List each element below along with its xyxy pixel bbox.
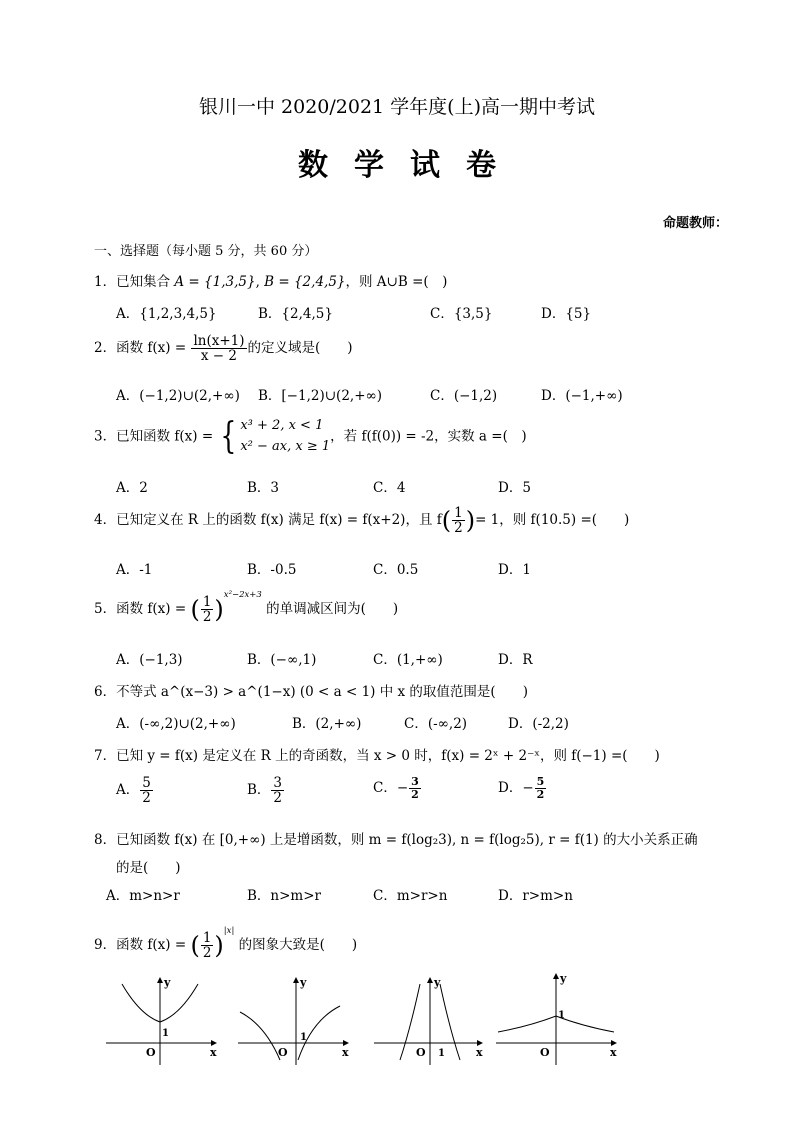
origin-label: O: [416, 1046, 426, 1059]
option-c: C．{3,5}: [430, 306, 493, 322]
option-d: D．(-2,2): [508, 716, 569, 732]
y-label: y: [560, 972, 567, 985]
one-label: 1: [558, 1010, 565, 1021]
question-text: 函数 f(x) =: [116, 937, 187, 953]
question-number: 3．: [94, 428, 117, 445]
origin-label: O: [278, 1046, 288, 1059]
question-6: [94, 680, 528, 700]
option-c: C．(-∞,2): [404, 716, 468, 732]
section-heading: 一、选择题（每小题 5 分，共 60 分）: [94, 244, 318, 259]
question-ask: ，则 A∪B =( ): [345, 274, 448, 290]
option-b: B．n>m>r: [247, 888, 321, 904]
y-label: y: [164, 976, 171, 989]
option-b: B．(2,+∞): [292, 716, 362, 732]
option-a: A．2: [116, 480, 148, 496]
question-ask: 的单调减区间为( ): [266, 601, 399, 617]
question-number: 1．: [94, 274, 117, 290]
x-label: x: [476, 1046, 483, 1059]
option-a: A．(−1,3): [116, 652, 183, 668]
question-number: 5．: [94, 601, 117, 617]
option-b: B．3: [247, 480, 280, 496]
question-ask: 的定义域是( ): [247, 340, 353, 357]
question-text: 已知集合: [116, 274, 171, 290]
question-ask: = 1，则 f(10.5) =( ): [475, 512, 630, 529]
question-text: 已知 y = f(x) 是定义在 R 上的奇函数，当 x > 0 时，f(x) = 2ˣ + 2⁻ˣ，则 f(−1) =( ): [116, 748, 660, 764]
graph-options: [100, 970, 760, 1070]
option-a: A．(−1,2)∪(2,+∞): [116, 388, 240, 404]
option-a: A．-1: [116, 562, 153, 578]
subject-title: 数学试卷: [298, 148, 522, 183]
set-a: A = {1,3,5}: [174, 274, 256, 290]
question-4: 4．已知定义在 R 上的函数 f(x) 满足 f(x) = f(x+2)，且 f( $\frac{1}{2}$ )= 1，则 f(10.5) =( ): [94, 505, 630, 537]
question-9: 9．函数 f(x) = ( $\frac{1}{2}$ )$^{|x|}$ 的图象大致是( ): [94, 926, 358, 961]
one-label: 1: [300, 1032, 307, 1043]
option-b: B．[−1,2)∪(2,+∞): [258, 388, 383, 404]
question-number: 2．: [94, 340, 117, 357]
option-b: B．(−∞,1): [247, 652, 317, 668]
exponent: |x|: [223, 926, 235, 936]
y-label: y: [300, 976, 307, 989]
exam-title: 银川一中 2020/2021 学年度(上)高一期中考试: [198, 96, 595, 118]
question-7: [94, 744, 660, 764]
graph-d: [496, 972, 617, 1065]
option-a: A．m>n>r: [106, 888, 180, 904]
x-label: x: [210, 1046, 217, 1059]
option-d: D．r>m>n: [498, 888, 573, 904]
option-c: C．4: [373, 480, 406, 496]
question-text: 已知定义在 R 上的函数 f(x) 满足 f(x) = f(x+2)，且 f: [116, 512, 442, 529]
question-8-line2: 的是( ): [116, 860, 181, 876]
question-3: [94, 416, 527, 458]
one-label: 1: [438, 1048, 445, 1059]
option-c: C．0.5: [373, 562, 419, 578]
option-d: D．{5}: [541, 306, 592, 322]
option-b: B．{2,4,5}: [258, 306, 333, 322]
author-label: 命题教师：: [662, 216, 728, 231]
option-d: D．R: [498, 652, 533, 668]
question-text: 函数 f(x) =: [116, 340, 187, 357]
option-d: D．(−1,+∞): [541, 388, 623, 404]
origin-label: O: [146, 1046, 156, 1059]
x-label: x: [342, 1046, 349, 1059]
option-d: D．5: [498, 480, 531, 496]
y-label: y: [434, 976, 441, 989]
option-d: D．1: [498, 562, 531, 578]
curve-left: [240, 1012, 280, 1060]
origin-label: O: [540, 1046, 550, 1059]
fraction: $\frac{1}{2}$: [454, 505, 463, 537]
option-d: D．− $\frac{5}{2}$: [498, 775, 545, 801]
option-c: C．− $\frac{3}{2}$: [373, 775, 419, 801]
fraction: $\frac{\ln(x+1)}{x - 2}$: [193, 333, 245, 365]
graph-c: [374, 976, 483, 1065]
option-b: B． $\frac{3}{2}$: [247, 775, 283, 807]
piecewise-cases: x³ + 2, x < 1 x² − ax, x ≥ 1: [240, 418, 331, 454]
option-a: A． $\frac{5}{2}$: [116, 775, 151, 807]
question-8: [94, 828, 698, 848]
question-text: 已知函数 f(x) 在 [0,+∞) 上是增函数，则 m = f(log₂3), n = f(log₂5), r = f(1) 的大小关系正确: [116, 832, 698, 848]
option-c: C．(1,+∞): [373, 652, 443, 668]
fraction: $\frac{1}{2}$: [202, 593, 212, 625]
question-number: 9．: [94, 937, 117, 953]
question-number: 8．: [94, 832, 117, 848]
question-1: 1．已知集合 A = {1,3,5}, B = {2,4,5}，则 A∪B =( ): [94, 274, 448, 290]
question-number: 6．: [94, 684, 117, 700]
option-c: C．m>r>n: [373, 888, 448, 904]
one-label: 1: [162, 1028, 169, 1039]
option-a: A．(-∞,2)∪(2,+∞): [116, 716, 236, 732]
question-text: 已知函数 f(x) =: [116, 428, 214, 445]
question-ask: ，若 f(f(0)) = -2，实数 a =( ): [330, 428, 527, 445]
option-c: C．(−1,2): [430, 388, 498, 404]
graph-b: [238, 976, 349, 1065]
option-a: A．{1,2,3,4,5}: [116, 306, 217, 322]
question-5: 5．函数 f(x) = ( $\frac{1}{2}$ )$^{x^2-2x+3}$ 的单调减区间为( ): [94, 590, 399, 625]
brace: {: [220, 415, 237, 457]
question-number: 4．: [94, 512, 117, 529]
question-text: 不等式 a^(x−3) > a^(1−x) (0 < a < 1) 中 x 的取值范围是( ): [116, 684, 528, 700]
set-b: B = {2,4,5}: [264, 274, 346, 290]
question-ask: 的图象大致是( ): [238, 937, 358, 953]
question-number: 7．: [94, 748, 117, 764]
x-label: x: [610, 1046, 617, 1059]
question-2: [94, 334, 353, 363]
option-b: B．-0.5: [247, 562, 297, 578]
exponent: x²−2x+3: [223, 590, 262, 600]
fraction: $\frac{1}{2}$: [202, 929, 212, 961]
graph-a: [106, 976, 217, 1065]
question-text: 函数 f(x) =: [116, 601, 187, 617]
